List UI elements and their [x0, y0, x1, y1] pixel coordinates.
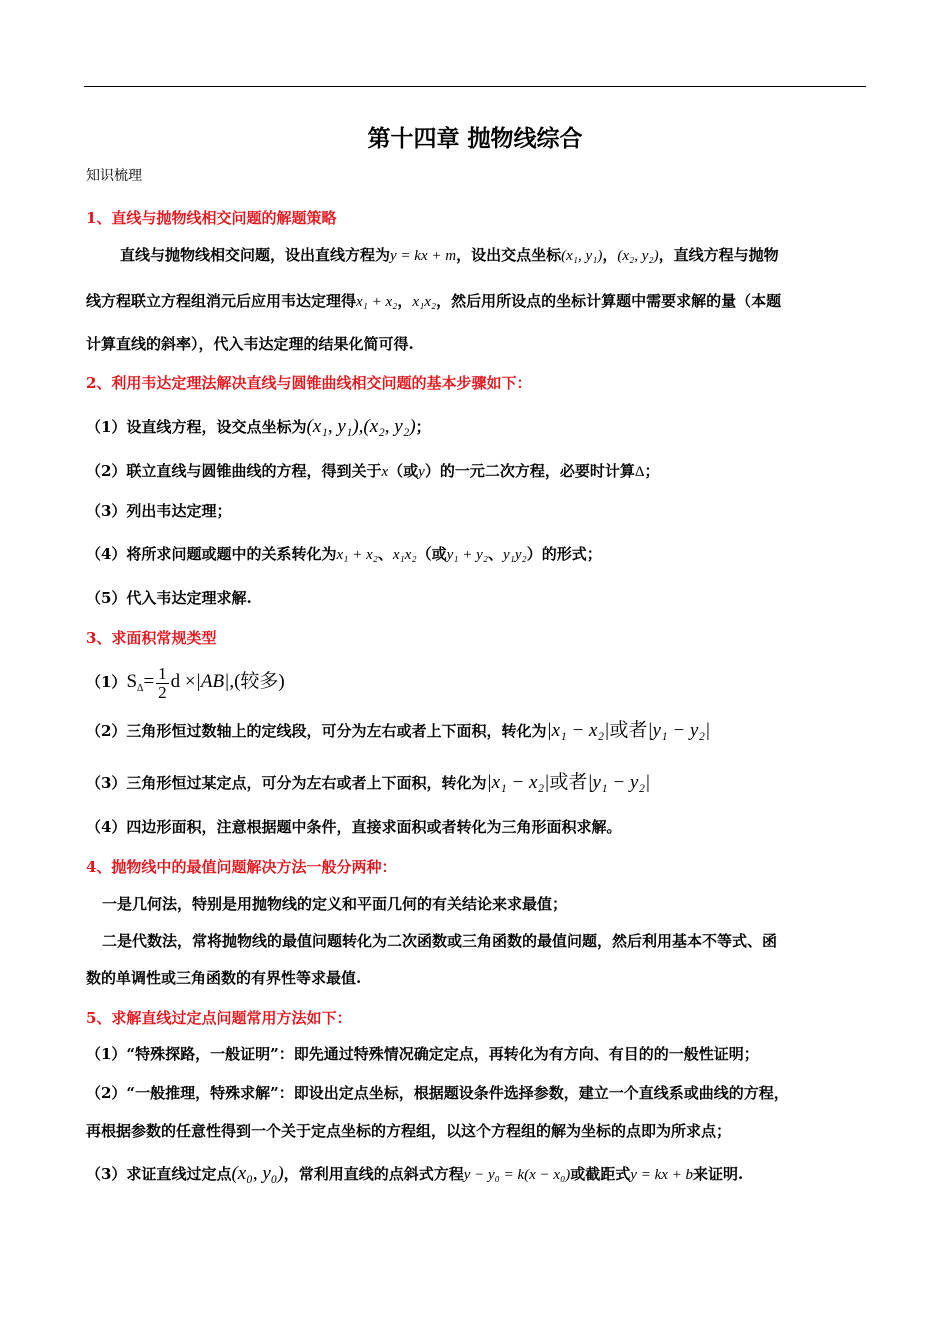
section-3-item-1: $(1)S_\Delta=$ $\frac{1}{2}$ d ×|AB|,(较多) — [86, 663, 285, 702]
section-5-heading: 5、求解直线过定点问题常用方法如下： — [86, 1009, 352, 1027]
section-3-item-3: （3）三角形恒过某定点，可分为左右或者上下面积，转化为|x₁ − x₂|或者|y₁ − y₂| — [86, 772, 651, 793]
section-3-item-4: （4）四边形面积，注意根据题中条件，直接求面积或者转化为三角形面积求解。 — [86, 818, 622, 836]
section-5-method-2: （2）“一般推理，特殊求解”：即设出定点坐标，根据题设条件选择参数，建立一个直线系或曲线的方程， — [86, 1084, 789, 1102]
section-2-step-2: （2）联立直线与圆锥曲线的方程，得到关于x（或y）的一元二次方程，必要时计算Δ； — [86, 462, 660, 480]
section-4-method-1: 一是几何法，特别是用抛物线的定义和平面几何的有关结论来求最值； — [102, 895, 568, 913]
section-5-method-3: （3）求证直线过定点(x₀, y₀)，常利用直线的点斜式方程y − y₀ = k(x − x₀)或截距式y = kx + b来证明. — [86, 1163, 744, 1184]
section-2-step-1: （1）设直线方程，设交点坐标为(x₁, y₁),(x₂, y₂)； — [86, 416, 431, 437]
section-2-step-3: （3）列出韦达定理； — [86, 502, 232, 520]
page-title: 第十四章 抛物线综合 — [367, 125, 583, 152]
section-1-line-1: 直线与抛物线相交问题，设出直线方程为y = kx + m，设出交点坐标(x₁, y₁)，(x₂, y₂)，直线方程与抛物 — [120, 246, 779, 264]
section-4-heading: 4、抛物线中的最值问题解决方法一般分两种： — [86, 858, 397, 876]
section-2-step-5: （5）代入韦达定理求解. — [86, 589, 252, 607]
section-3-heading: 3、求面积常规类型 — [86, 629, 217, 647]
section-2-heading: 2、利用韦达定理法解决直线与圆锥曲线相交问题的基本步骤如下： — [86, 374, 532, 392]
section-4-method-2: 二是代数法，常将抛物线的最值问题转化为二次函数或三角函数的最值问题，然后利用基本不等式、函 — [102, 932, 778, 950]
section-label: 知识梳理 — [86, 168, 142, 184]
section-4-method-2-cont: 数的单调性或三角函数的有界性等求最值. — [86, 969, 362, 987]
section-1-line-2: 线方程联立方程组消元后应用韦达定理得x₁ + x₂，x₁x₂，然后用所设点的坐标计算题中需要求解的量（本题 — [86, 292, 782, 310]
section-3-item-2: （2）三角形恒过数轴上的定线段，可分为左右或者上下面积，转化为|x₁ − x₂|或者|y₁ − y₂| — [86, 720, 711, 741]
header-rule — [84, 86, 866, 87]
section-1-heading: 1、直线与抛物线相交问题的解题策略 — [86, 209, 337, 227]
section-2-step-4: （4）将所求问题或题中的关系转化为x₁ + x₂、x₁x₂（或y₁ + y₂、y₁y₂）的形式； — [86, 545, 602, 563]
fraction-one-half: $\frac{1}{2}$ — [158, 663, 167, 702]
section-5-method-1: （1）“特殊探路，一般证明”：即先通过特殊情况确定定点，再转化为有方向、有目的的一般性证明； — [86, 1045, 759, 1063]
section-5-method-2-cont: 再根据参数的任意性得到一个关于定点坐标的方程组，以这个方程组的解为坐标的点即为所求点； — [86, 1122, 732, 1140]
section-1-line-3: 计算直线的斜率），代入韦达定理的结果化简可得. — [86, 335, 414, 353]
